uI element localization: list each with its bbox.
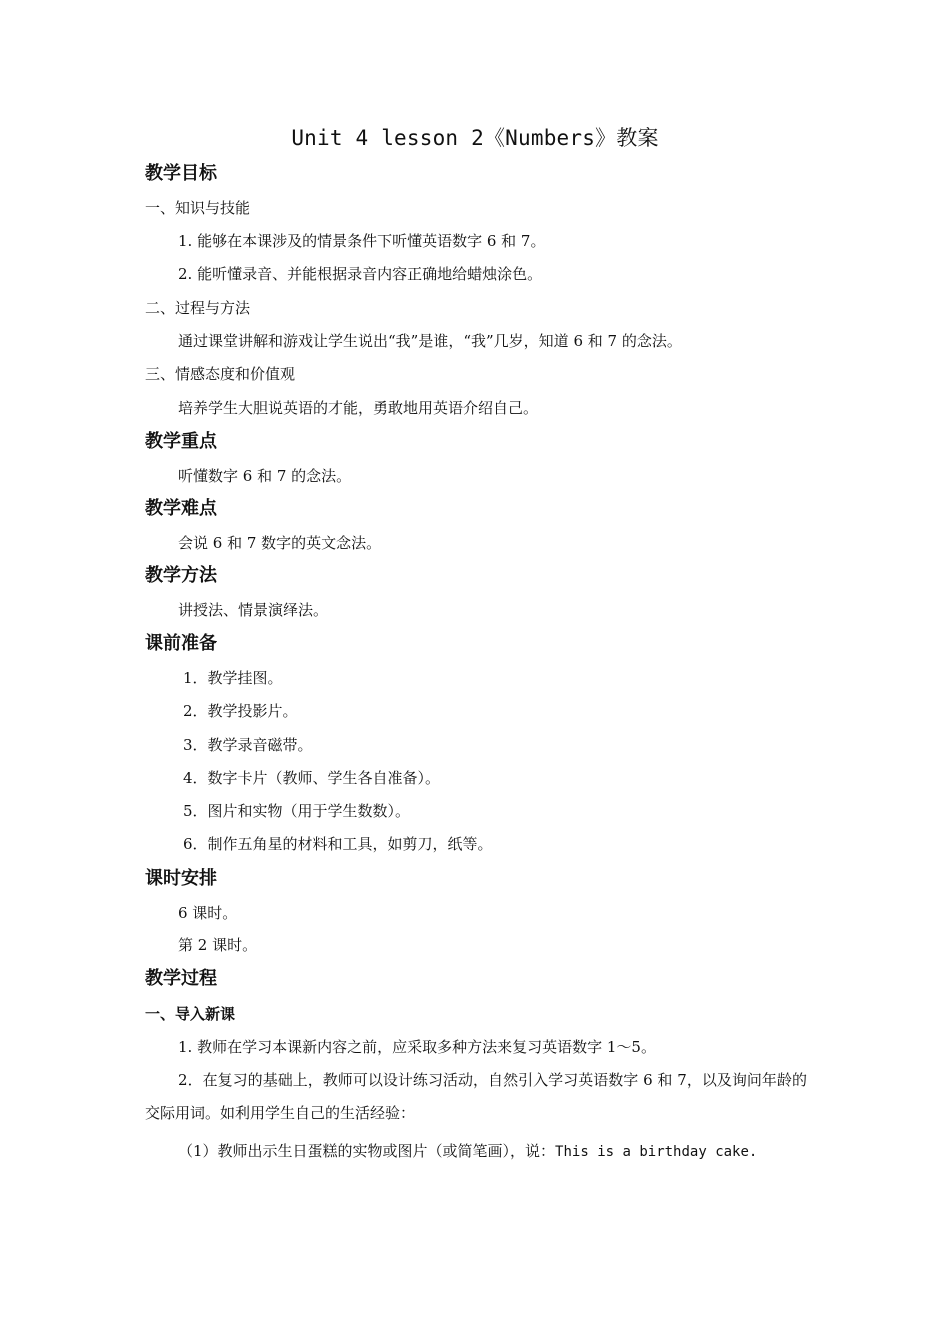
process-step1-label: 一、导入新课: [145, 1005, 236, 1023]
heading-schedule: 课时安排: [145, 868, 217, 889]
difficulties-text: 会说 6 和 7 数字的英文念法。: [178, 534, 382, 552]
heading-preparation: 课前准备: [145, 633, 217, 654]
preparation-item-6: 6．制作五角星的材料和工具，如剪刀，纸等。: [183, 835, 493, 853]
preparation-item-3: 3．教学录音磁带。: [183, 736, 313, 754]
heading-difficulties: 教学难点: [145, 498, 217, 519]
process-step1-p3-en: This is a birthday cake.: [555, 1144, 758, 1160]
objectives-item-2: 2. 能听懂录音、并能根据录音内容正确地给蜡烛涂色。: [178, 265, 543, 283]
process-step1-p3-cn: （1）教师出示生日蛋糕的实物或图片（或简笔画），说：: [178, 1142, 556, 1160]
preparation-item-4: 4．数字卡片（教师、学生各自准备）。: [183, 769, 441, 787]
key-points-text: 听懂数字 6 和 7 的念法。: [178, 467, 352, 485]
schedule-total: 6 课时。: [178, 904, 238, 922]
objectives-section3-label: 三、情感态度和价值观: [145, 365, 296, 383]
heading-methods: 教学方法: [145, 565, 217, 586]
preparation-item-1: 1．教学挂图。: [183, 669, 283, 687]
document-title: Unit 4 lesson 2《Numbers》教案: [291, 126, 659, 150]
process-step1-p3: [178, 1141, 757, 1162]
objectives-section1-label: 一、知识与技能: [145, 199, 251, 217]
process-step1-p1: 1. 教师在学习本课新内容之前，应采取多种方法来复习英语数字 1～5。: [178, 1038, 656, 1056]
schedule-current: 第 2 课时。: [178, 936, 258, 954]
heading-objectives: 教学目标: [145, 163, 217, 184]
preparation-item-2: 2．教学投影片。: [183, 702, 298, 720]
objectives-section3-text: 培养学生大胆说英语的才能，勇敢地用英语介绍自己。: [178, 399, 539, 417]
process-step1-p2: 2．在复习的基础上，教师可以设计练习活动，自然引入学习英语数字 6 和 7，以及询问年龄的交际用词。如利用学生自己的生活经验：: [145, 1071, 807, 1122]
heading-key-points: 教学重点: [145, 431, 217, 452]
objectives-section2-label: 二、过程与方法: [145, 299, 251, 317]
objectives-section2-text: 通过课堂讲解和游戏让学生说出“我”是谁，“我”几岁，知道 6 和 7 的念法。: [178, 332, 682, 350]
heading-process: 教学过程: [145, 968, 217, 989]
preparation-item-5: 5．图片和实物（用于学生数数）。: [183, 802, 411, 820]
methods-text: 讲授法、情景演绎法。: [178, 601, 329, 619]
objectives-item-1: 1. 能够在本课涉及的情景条件下听懂英语数字 6 和 7。: [178, 232, 546, 250]
